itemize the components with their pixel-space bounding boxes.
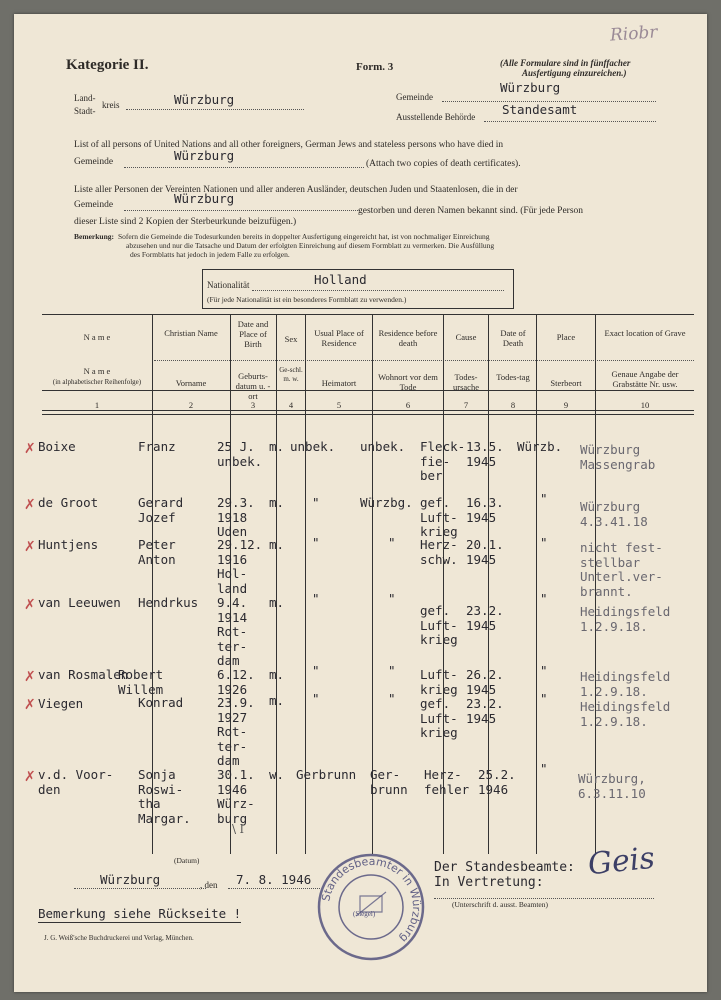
cell-name: Boixe [38,439,76,454]
cell-cause: gef. Luft- krieg [420,603,458,647]
cell-wohnort: " [388,663,396,678]
col-num-4: 4 [288,400,294,410]
nationality-note: (Für jede Nationalität ist ein besonderes Formblatt zu verwenden.) [207,295,407,304]
cell-place: " [540,491,548,506]
cell-sex: m. [269,595,285,610]
cell-cause: Luft- krieg [420,667,458,697]
seal-ring-text: Standesbeamter in Würzburg [319,854,424,946]
date-caption: (Datum) [174,856,200,865]
col-christian-de: Vorname [175,378,207,388]
cell-birth: 9.4. 1914 Rot- ter- dam [217,595,248,668]
col-num-7: 7 [463,400,469,410]
tick-mark: ✗ [24,769,36,785]
cell-wohnort: " [388,691,396,706]
col-place-de: Sterbeort [550,378,582,388]
tick-mark: ✗ [24,497,36,513]
cell-place: " [540,663,548,678]
cell-vorname: Robert Willem [118,667,164,697]
col-christian-en: Christian Name [164,328,218,338]
form-number: Form. 3 [356,61,394,73]
cell-heimat: " [312,535,320,550]
footer-date: 7. 8. 1946 [236,872,312,887]
printer-imprint: J. G. Weiß'sche Buchdruckerei und Verlag, München. [44,934,194,942]
official-seal [316,852,426,962]
cell-grave: Heidingsfeld 1.2.9.18. [580,604,671,634]
cell-sex: m. [269,495,285,510]
cell-place: " [540,535,548,550]
cell-name: de Groot [38,495,99,510]
cell-cause: Fleck- fie- ber [420,439,466,483]
cell-birth: 29.3. 1918 Uden [217,495,255,539]
cell-place: Würzb. [517,439,563,454]
col-cause-de: Todes-ursache [453,372,479,392]
seal-icon [316,852,426,962]
cell-place: " [540,591,548,606]
col-name-de-sub: (in alphabetischer Reihenfolge) [52,378,142,386]
cell-sex: m. [269,667,285,682]
cell-heimat: " [312,663,320,678]
german-gemeinde-value: Würzburg [174,191,235,206]
cell-heimat: " [312,495,320,510]
landkreis-label-top: Land- [74,93,96,103]
nationality-value: Holland [314,272,367,287]
cell-vorname: Franz [138,439,176,454]
cell-birth: 29.12. 1916 Hol- land [217,537,263,596]
col-cause-en: Cause [455,332,477,342]
cell-date: 23.2. 1945 [466,696,504,726]
cell-grave: Würzburg Massengrab [580,442,656,472]
seal-center-label: (Siegel) [353,910,376,918]
cell-heimat: Gerbrunn [296,767,357,782]
form-note-line1: (Alle Formulare sind in fünffacher [500,58,631,68]
col-num-10: 10 [640,400,650,410]
cell-name: Huntjens [38,537,99,552]
german-intro: Liste aller Personen der Vereinten Nationen und aller anderen Ausländer, deutschen Juden und Staatenlosen, die in der [74,185,518,195]
cell-name: van Leeuwen [38,595,121,610]
cell-name: v.d. Voor- den [38,767,114,797]
cell-birth: 30.1. 1946 Würz- burg [217,767,255,826]
col-sex-en: Sex [284,334,298,344]
cell-sex: m. [269,693,285,708]
remark-line2: abzusehen und nur die Tatsache und Datum der erfolgten Einreichung auf diesem Formblatt zu vermerken. Die Ausfüllung [126,241,495,250]
cell-heimat: " [312,691,320,706]
col-name-de: N a m e [83,366,111,376]
col-num-2: 2 [188,400,194,410]
footer-place: Würzburg [100,872,161,887]
german-line3: dieser Liste sind 2 Kopien der Sterbeurkunde beizufügen.) [74,217,297,227]
form-note-line2: Ausfertigung einzureichen.) [522,68,627,78]
col-num-5: 5 [336,400,342,410]
cell-wohnort: Würzbg. [360,495,413,510]
cell-wohnort: unbek. [360,439,406,454]
english-gemeinde-label: Gemeinde [74,157,114,167]
cell-vorname: Gerard Jozef [138,495,184,525]
tick-mark: ✗ [24,539,36,555]
col-num-9: 9 [563,400,569,410]
pencil-mark: \ l [232,822,244,836]
remark-label: Bemerkung: [74,232,114,241]
behoerde-value: Standesamt [502,102,578,117]
signature-caption: (Unterschrift d. ausst. Beamten) [452,900,549,909]
cell-name: van Rosmalen [38,667,129,682]
cell-wohnort: Ger- brunn [370,767,408,797]
col-residence-before-de: Wohnort vor dem Tode [378,372,438,392]
kategorie-title: Kategorie II. [66,57,149,73]
col-name-en: N a m e [83,332,111,342]
col-grave-de: Genaue Angabe der Grabstätte Nr. usw. [611,369,679,389]
english-gemeinde-value: Würzburg [174,148,235,163]
cell-vorname: Hendrkus [138,595,199,610]
col-date-en: Date of Death [500,328,526,348]
footer-den: , den [200,880,218,890]
col-residence-before-en: Residence before death [378,328,438,348]
german-gemeinde-label: Gemeinde [74,200,114,210]
german-suffix: gestorben und deren Namen bekannt sind. (Für jede Person [358,206,584,216]
tick-mark: ✗ [24,669,36,685]
col-birth-en: Date and Place of Birth [237,319,269,349]
col-num-8: 8 [510,400,516,410]
tick-mark: ✗ [24,697,36,713]
cell-grave: Heidingsfeld 1.2.9.18. [580,699,671,729]
cell-grave: nicht fest- stellbar Unterl.ver- brannt. [580,540,663,599]
cell-date: 16.3. 1945 [466,495,504,525]
cell-birth: 25 J. unbek. [217,439,263,469]
col-sex-de: Ge-schl. m. w. [279,366,303,383]
col-num-6: 6 [405,400,411,410]
corner-handwriting: Riobr [609,22,659,46]
landkreis-label-suffix: kreis [102,100,120,110]
col-date-de: Todes-tag [496,372,530,382]
cell-name: Viegen [38,696,84,711]
cell-cause: Herz- fehler [424,767,470,797]
cell-cause: gef. Luft- krieg [420,696,458,740]
cell-sex: m. [269,537,285,552]
cell-cause: gef. Luft- krieg [420,495,458,539]
cell-place: " [540,691,548,706]
cell-birth: 6.12. 1926 [217,667,255,697]
cell-place: " [540,761,548,776]
cell-vorname: Sonja Roswi- tha Margar. [138,767,191,826]
col-place-en: Place [556,332,576,342]
cell-date: 25.2. 1946 [478,767,516,797]
landkreis-label-bottom: Stadt- [74,106,96,116]
cell-wohnort: " [388,535,396,550]
cell-cause: Herz- schw. [420,537,458,567]
col-birth-de: Geburts-datum u. -ort [235,371,271,401]
col-residence-de: Heimatort [321,378,357,388]
nationality-label: Nationalität [207,280,250,290]
gemeinde-top-label: Gemeinde [396,92,433,102]
cell-grave: Würzburg, 6.3.11.10 [578,771,646,801]
official-line1: Der Standesbeamte: [434,860,575,875]
cell-grave: Heidingsfeld 1.2.9.18. [580,669,671,699]
cell-birth: 23.9. 1927 Rot- ter- dam [217,695,255,768]
landkreis-value: Würzburg [174,92,235,107]
signature: Geis [586,840,657,883]
col-grave-en: Exact location of Grave [604,328,686,338]
col-num-1: 1 [94,400,100,410]
col-num-3: 3 [250,400,256,410]
cell-date: 13.5. 1945 [466,439,504,469]
english-intro: List of all persons of United Nations and all other foreigners, German Jews and stateless persons who have died in [74,140,504,150]
behoerde-label: Ausstellende Behörde [396,112,476,122]
document-page [14,14,707,992]
col-residence-en: Usual Place of Residence [314,328,364,348]
cell-vorname: Konrad [138,695,184,710]
tick-mark: ✗ [24,597,36,613]
gemeinde-top-value: Würzburg [500,80,561,95]
cell-date: 26.2. 1945 [466,667,504,697]
cell-heimat: " [312,591,320,606]
official-line2: In Vertretung: [434,875,544,890]
cell-date: 20.1. 1945 [466,537,504,567]
remark-line1: Sofern die Gemeinde die Todesurkunden bereits in doppelter Ausfertigung eingereicht hat, ist von nochmaliger Einreichung [118,232,490,241]
cell-grave: Würzburg 4.3.41.18 [580,499,648,529]
remark-line3: des Formblatts hat jedoch in jedem Falle zu erfolgen. [130,250,290,259]
cell-date: 23.2. 1945 [466,603,504,633]
cell-sex: m. [269,439,285,454]
remark-back: Bemerkung siehe Rückseite ! [38,906,242,921]
cell-vorname: Peter Anton [138,537,176,567]
cell-sex: w. [269,767,285,782]
tick-mark: ✗ [24,441,36,457]
cell-wohnort: " [388,591,396,606]
english-suffix: (Attach two copies of death certificates). [366,159,521,169]
cell-heimat: unbek. [290,439,336,454]
